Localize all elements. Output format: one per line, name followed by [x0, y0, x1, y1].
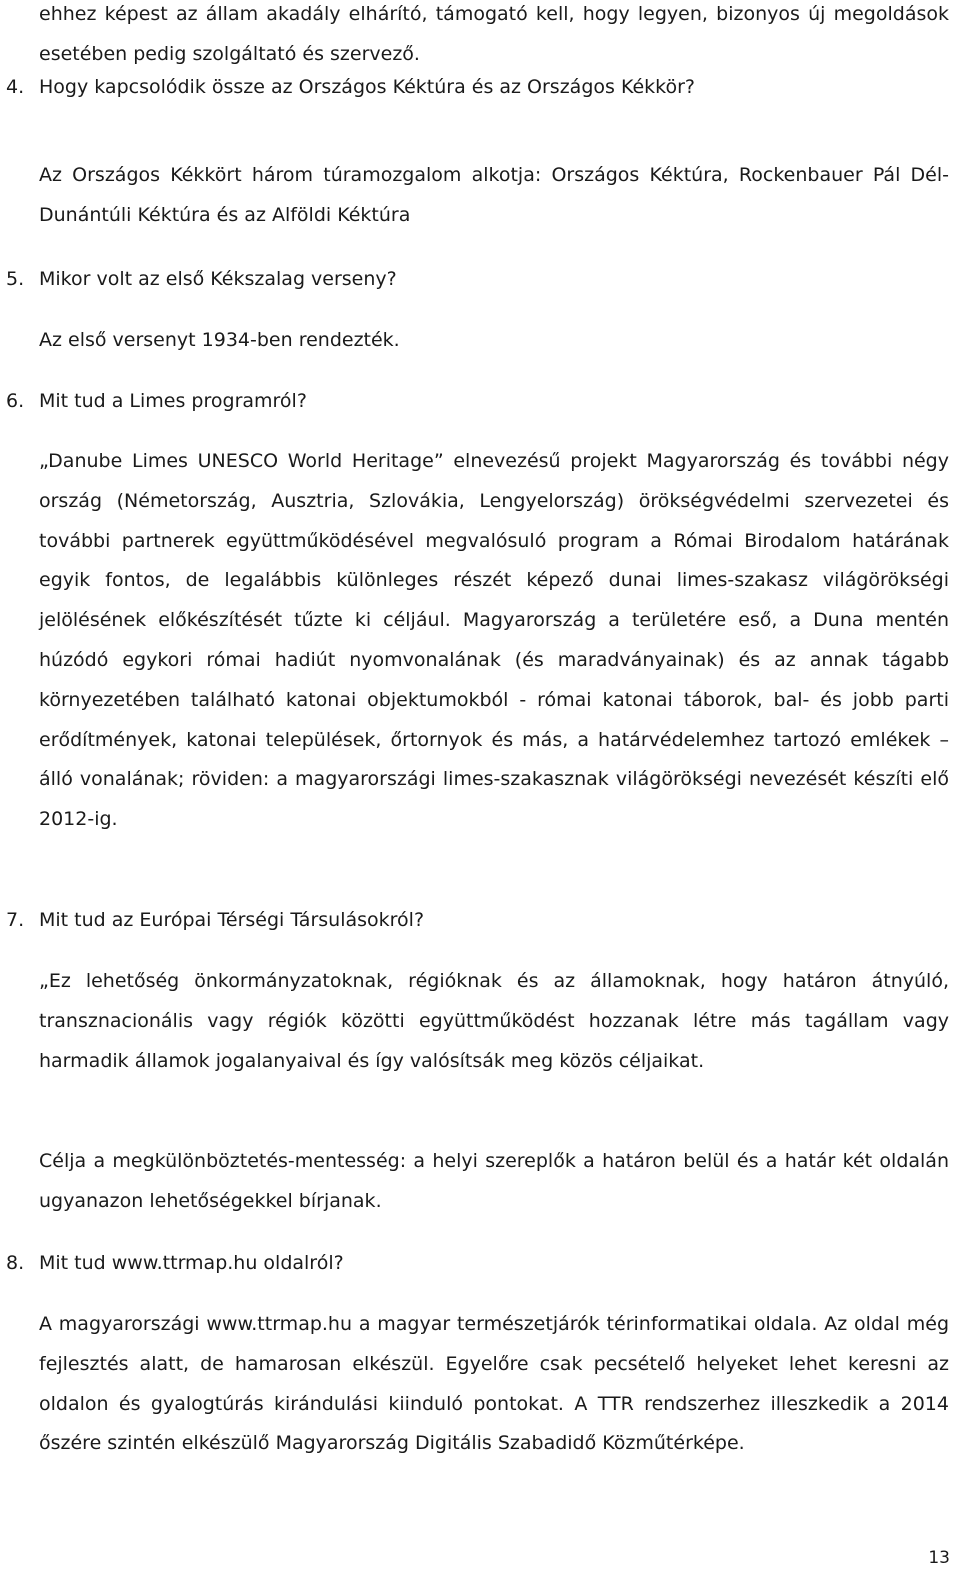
answer-4: Az Országos Kékkört három túramozgalom alkotja: Országos Kéktúra, Rockenbauer Pál Dél-Dunántúli Kéktúra és az Alföldi Kéktúra	[39, 164, 949, 226]
question-number: 5.	[6, 268, 25, 290]
question-number: 6.	[6, 390, 25, 412]
page-number: 13	[928, 1548, 950, 1568]
question-number: 4.	[6, 76, 25, 98]
question-text: Mit tud a Limes programról?	[39, 390, 307, 412]
question-6	[0, 381, 950, 421]
question-7	[0, 900, 950, 940]
question-8	[0, 1243, 950, 1283]
answer-5: Az első versenyt 1934-ben rendezték.	[39, 329, 400, 351]
question-number: 8.	[6, 1252, 25, 1274]
question-text: Mit tud www.ttrmap.hu oldalról?	[39, 1252, 344, 1274]
answer-6: „Danube Limes UNESCO World Heritage” elnevezésű projekt Magyarország és további négy ország (Németország, Ausztria, Szlovákia, Lengyelország) örökségvédelmi szervezetei és további partnerek együttműködésével megvalósuló program a Római Birodalom határának egyik fontos, de legalábbis különleges részét képező dunai limes-szakasz világörökségi jelölésének előkészítését tűzte ki céljául. Magyarország a területére eső, a Duna mentén húzódó egykori római hadiút nyomvonalának (és maradványainak) és az annak tágabb környezetében található katonai objektumokból - római katonai táborok, bal- és jobb parti erődítmények, katonai települések, őrtornyok és más, a határvédelemhez tartozó emlékek – álló vonalának; röviden: a magyarországi limes-szakasznak világörökségi nevezését készíti elő 2012-ig.	[39, 450, 949, 831]
intro-paragraph: ehhez képest az állam akadály elhárító, támogató kell, hogy legyen, bizonyos új megoldások esetében pedig szolgáltató és szervező.	[39, 3, 949, 65]
answer-7-paragraph-1: „Ez lehetőség önkormányzatoknak, régióknak és az államoknak, hogy határon átnyúló, transznacionális vagy régiók közötti együttműködést hozzanak létre más tagállam vagy harmadik államok jogalanyaival és így valósítsák meg közös céljaikat.	[39, 970, 949, 1072]
question-text: Hogy kapcsolódik össze az Országos Kéktúra és az Országos Kékkör?	[39, 76, 696, 98]
question-5	[0, 259, 950, 299]
answer-7-paragraph-2: Célja a megkülönböztetés-mentesség: a helyi szereplők a határon belül és a határ két oldalán ugyanazon lehetőségekkel bírjanak.	[39, 1150, 949, 1212]
question-text: Mikor volt az első Kékszalag verseny?	[39, 268, 397, 290]
answer-8: A magyarországi www.ttrmap.hu a magyar természetjárók térinformatikai oldala. Az oldal még fejlesztés alatt, de hamarosan elkészül. Egyelőre csak pecsételő helyeket lehet keresni az oldalon és gyalogtúrás kirándulási kiinduló pontokat. A TTR rendszerhez illeszkedik a 2014 őszére szintén elkészülő Magyarország Digitális Szabadidő Közműtérképe.	[39, 1313, 949, 1455]
question-text: Mit tud az Európai Térségi Társulásokról?	[39, 909, 425, 931]
question-4	[0, 67, 950, 107]
question-number: 7.	[6, 909, 25, 931]
